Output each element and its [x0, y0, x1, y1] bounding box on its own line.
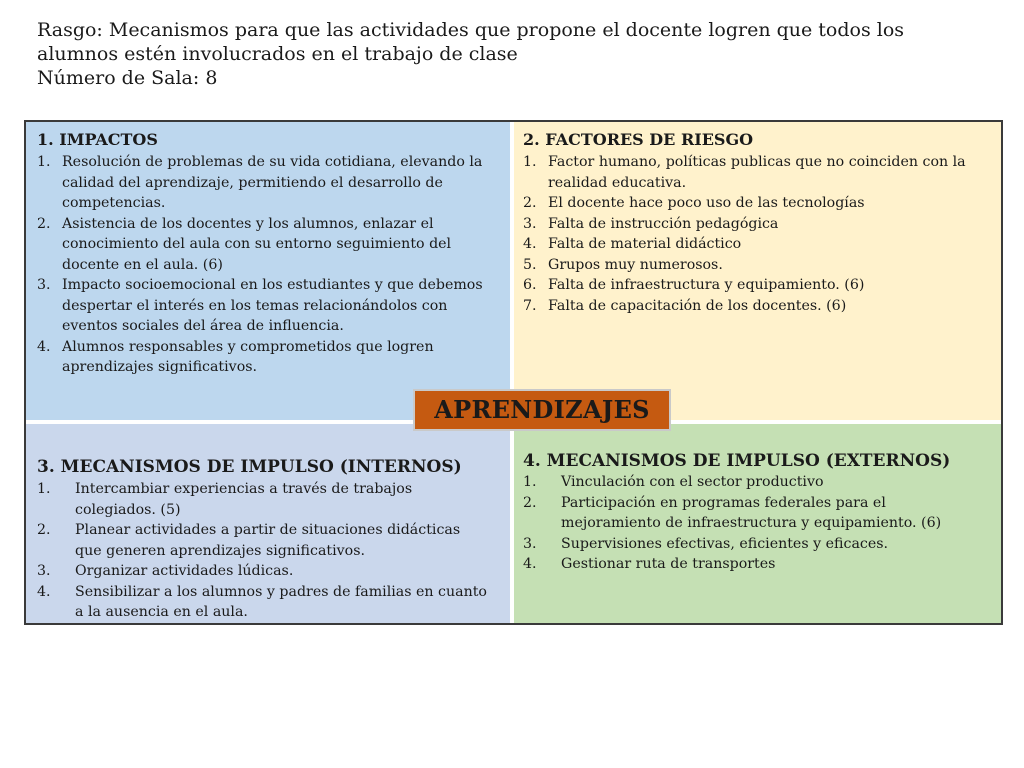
list-item-text-line: Alumnos responsables y comprometidos que logren: [62, 338, 434, 355]
list-item: [37, 214, 503, 276]
list-item-number: 4.: [523, 236, 537, 252]
list-item: [523, 554, 995, 575]
list-item: [37, 275, 503, 337]
quadrant-factores-de-riesgo: [514, 122, 1001, 420]
header-line-trait-cont: alumnos estén involucrados en el trabajo de clase: [37, 43, 518, 65]
list-item-text-line: realidad educativa.: [548, 174, 687, 191]
list-item-text-line: Supervisiones efectivas, eficientes y eficaces.: [561, 535, 889, 552]
list-item-text-line: Falta de infraestructura y equipamiento. (6): [548, 277, 865, 293]
list-item-number: 4.: [37, 338, 51, 355]
quadrant-title: 2. FACTORES DE RIESGO: [523, 130, 754, 149]
list-item: [523, 534, 995, 555]
quadrant-title: 1. IMPACTOS: [37, 130, 158, 149]
list-item-text-line: Grupos muy numerosos.: [548, 256, 723, 273]
list-item-text-line: calidad del aprendizaje, permitiendo el desarrollo de: [62, 174, 443, 191]
list-item-text-line: Gestionar ruta de transportes: [561, 556, 776, 572]
list-item-text-line: Factor humano, políticas publicas que no coinciden con la: [548, 154, 966, 170]
impactos-list: [37, 152, 503, 378]
list-item-number: 1.: [523, 154, 537, 170]
quadrant-grid: [24, 120, 1003, 625]
list-item-text-line: que generen aprendizajes significativos.: [75, 542, 365, 559]
list-item-text-line: Planear actividades a partir de situaciones didácticas: [75, 522, 461, 538]
list-item: [523, 214, 995, 235]
list-item-number: 1.: [37, 154, 51, 170]
list-item-text-line: Asistencia de los docentes y los alumnos, enlazar el: [62, 215, 434, 232]
list-item-text-line: Falta de capacitación de los docentes. (6): [548, 297, 847, 314]
list-item-number: 2.: [37, 215, 51, 232]
list-item: [523, 193, 995, 214]
list-item-text-line: colegiados. (5): [75, 501, 181, 518]
list-item-text-line: Impacto socioemocional en los estudiantes y que debemos: [62, 277, 483, 293]
list-item-text-line: Organizar actividades lúdicas.: [75, 563, 294, 579]
list-item: [523, 255, 995, 276]
list-item-text-line: Sensibilizar a los alumnos y padres de familias en cuanto: [75, 583, 487, 600]
list-item-number: 2.: [523, 195, 537, 211]
list-item: [523, 493, 995, 534]
quadrant-mecanismos-externos: [514, 424, 1001, 623]
list-item-number: 4.: [37, 583, 51, 600]
list-item-number: 3.: [523, 215, 537, 232]
list-item-text-line: Falta de material didáctico: [548, 236, 742, 252]
list-item: [37, 479, 503, 520]
list-item-number: 6.: [523, 277, 537, 293]
list-item-number: 2.: [37, 522, 51, 538]
header-line-trait: Rasgo: Mecanismos para que las actividades que propone el docente logren que todos los: [37, 19, 905, 41]
slide-header: [37, 18, 997, 90]
list-item-number: 1.: [37, 481, 51, 497]
list-item-number: 3.: [523, 535, 537, 552]
header-room-number: Número de Sala: 8: [37, 67, 218, 89]
list-item-text-line: Vinculación con el sector productivo: [561, 474, 824, 490]
list-item-text-line: conocimiento del aula con su entorno seguimiento del: [62, 236, 452, 252]
list-item-number: 3.: [37, 563, 51, 579]
list-item-text-line: Intercambiar experiencias a través de trabajos: [75, 481, 413, 497]
list-item: [37, 152, 503, 214]
list-item-text-line: El docente hace poco uso de las tecnologías: [548, 195, 865, 211]
list-item: [37, 582, 503, 623]
factores-list: [523, 152, 995, 316]
list-item-text-line: Participación en programas federales para el: [561, 494, 886, 511]
internos-list: [37, 479, 503, 623]
list-item: [523, 472, 995, 493]
list-item: [523, 152, 995, 193]
list-item: [523, 275, 995, 296]
list-item-text-line: Resolución de problemas de su vida cotidiana, elevando la: [62, 154, 483, 170]
center-label-aprendizajes: APRENDIZAJES: [413, 389, 671, 431]
quadrant-title: 4. MECANISMOS DE IMPULSO (EXTERNOS): [523, 451, 951, 471]
list-item: [523, 296, 995, 317]
list-item-number: 3.: [37, 277, 51, 293]
list-item: [37, 561, 503, 582]
list-item-text-line: aprendizajes significativos.: [62, 359, 258, 375]
list-item-number: 2.: [523, 494, 537, 511]
externos-list: [523, 472, 995, 575]
quadrant-title: 3. MECANISMOS DE IMPULSO (INTERNOS): [37, 457, 462, 477]
list-item-number: 1.: [523, 474, 537, 490]
quadrant-impactos: [26, 122, 510, 420]
list-item: [523, 234, 995, 255]
list-item: [37, 520, 503, 561]
list-item-text-line: despertar el interés en los temas relacionándolos con: [62, 297, 448, 314]
list-item-text-line: mejoramiento de infraestructura y equipamiento. (6): [561, 515, 942, 531]
list-item: [37, 337, 503, 378]
list-item-text-line: docente en el aula. (6): [62, 256, 223, 273]
list-item-text-line: competencias.: [62, 195, 166, 211]
quadrant-mecanismos-internos: [26, 424, 510, 623]
list-item-text-line: Falta de instrucción pedagógica: [548, 215, 779, 232]
list-item-number: 5.: [523, 256, 537, 273]
list-item-number: 4.: [523, 556, 537, 572]
list-item-text-line: a la ausencia en el aula.: [75, 604, 248, 620]
list-item-text-line: eventos sociales del área de influencia.: [62, 318, 344, 334]
list-item-number: 7.: [523, 297, 537, 314]
